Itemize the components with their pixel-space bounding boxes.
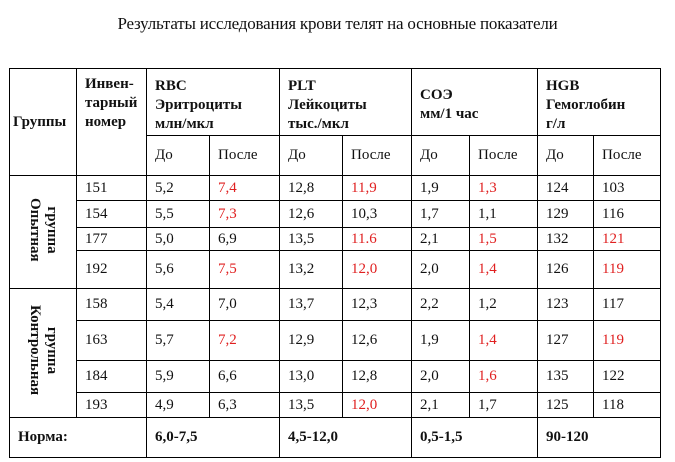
cell-soe-after: 1,2 (470, 289, 538, 321)
group-label-experimental: Опытная группа (10, 176, 77, 289)
table-row (10, 361, 661, 393)
cell-rbc-after: 7,4 (210, 176, 280, 201)
cell-hgb-before: 135 (538, 361, 594, 393)
table-row (10, 321, 661, 361)
cell-rbc-before: 5,6 (147, 251, 210, 289)
cell-soe-before: 2,1 (412, 393, 470, 418)
cell-soe-after: 1,1 (470, 201, 538, 228)
cell-id: 154 (77, 201, 147, 228)
cell-hgb-after: 103 (594, 176, 661, 201)
cell-hgb-before: 132 (538, 228, 594, 251)
cell-plt-before: 13,0 (280, 361, 343, 393)
header-soe: СОЭ мм/1 час (412, 69, 538, 136)
cell-rbc-before: 5,7 (147, 321, 210, 361)
header-groups: Группы (10, 69, 77, 176)
cell-plt-after: 12,8 (343, 361, 412, 393)
header-hgb: HGB Гемоглобин г/л (538, 69, 661, 136)
subheader-before: До (280, 136, 343, 176)
cell-plt-after: 12,3 (343, 289, 412, 321)
cell-hgb-before: 124 (538, 176, 594, 201)
cell-hgb-after: 116 (594, 201, 661, 228)
subheader-before: До (147, 136, 210, 176)
cell-soe-before: 2,2 (412, 289, 470, 321)
cell-soe-after: 1,4 (470, 321, 538, 361)
cell-hgb-before: 125 (538, 393, 594, 418)
cell-rbc-before: 5,5 (147, 201, 210, 228)
subheader-after: После (343, 136, 412, 176)
cell-hgb-before: 129 (538, 201, 594, 228)
cell-hgb-after: 117 (594, 289, 661, 321)
cell-soe-after: 1,5 (470, 228, 538, 251)
norm-plt: 4,5-12,0 (280, 418, 412, 458)
cell-soe-after: 1,6 (470, 361, 538, 393)
cell-rbc-after: 7,2 (210, 321, 280, 361)
cell-rbc-before: 5,9 (147, 361, 210, 393)
cell-soe-before: 2,1 (412, 228, 470, 251)
subheader-before: До (412, 136, 470, 176)
norm-hgb: 90-120 (538, 418, 661, 458)
cell-plt-before: 13,7 (280, 289, 343, 321)
page-title: Результаты исследования крови телят на основные показатели (117, 14, 558, 33)
cell-hgb-after: 121 (594, 228, 661, 251)
cell-hgb-after: 118 (594, 393, 661, 418)
table-row (10, 289, 661, 321)
table-row (10, 176, 661, 201)
cell-plt-before: 12,6 (280, 201, 343, 228)
cell-rbc-after: 6,3 (210, 393, 280, 418)
cell-soe-after: 1,4 (470, 251, 538, 289)
cell-rbc-after: 6,6 (210, 361, 280, 393)
cell-plt-before: 12,9 (280, 321, 343, 361)
norm-rbc: 6,0-7,5 (147, 418, 280, 458)
subheader-after: После (594, 136, 661, 176)
cell-rbc-before: 5,2 (147, 176, 210, 201)
cell-plt-before: 13,5 (280, 393, 343, 418)
cell-plt-before: 12,8 (280, 176, 343, 201)
cell-plt-after: 12,0 (343, 251, 412, 289)
cell-rbc-before: 5,4 (147, 289, 210, 321)
cell-rbc-before: 4,9 (147, 393, 210, 418)
cell-rbc-after: 7,5 (210, 251, 280, 289)
cell-plt-after: 10,3 (343, 201, 412, 228)
table-row (10, 251, 661, 289)
blood-results-table (9, 68, 661, 458)
cell-plt-before: 13,2 (280, 251, 343, 289)
cell-id: 192 (77, 251, 147, 289)
cell-soe-after: 1,3 (470, 176, 538, 201)
cell-plt-before: 13,5 (280, 228, 343, 251)
cell-soe-before: 1,9 (412, 176, 470, 201)
cell-soe-before: 1,9 (412, 321, 470, 361)
table-row (10, 228, 661, 251)
cell-hgb-before: 127 (538, 321, 594, 361)
norm-label: Норма: (10, 418, 147, 458)
cell-id: 151 (77, 176, 147, 201)
cell-rbc-after: 7,3 (210, 201, 280, 228)
subheader-before: До (538, 136, 594, 176)
table-row (10, 201, 661, 228)
cell-soe-before: 2,0 (412, 251, 470, 289)
header-inventory-number: Инвен- тарный номер (77, 69, 147, 176)
cell-plt-after: 12,6 (343, 321, 412, 361)
cell-rbc-after: 7,0 (210, 289, 280, 321)
cell-rbc-before: 5,0 (147, 228, 210, 251)
cell-hgb-before: 123 (538, 289, 594, 321)
cell-plt-after: 11,9 (343, 176, 412, 201)
cell-plt-after: 11.6 (343, 228, 412, 251)
subheader-after: После (210, 136, 280, 176)
cell-soe-before: 1,7 (412, 201, 470, 228)
cell-plt-after: 12,0 (343, 393, 412, 418)
cell-id: 193 (77, 393, 147, 418)
table-row (10, 393, 661, 418)
cell-hgb-after: 119 (594, 251, 661, 289)
cell-id: 158 (77, 289, 147, 321)
group-label-control: Контрольная группа (10, 289, 77, 418)
header-rbc: RBC Эритроциты млн/мкл (147, 69, 280, 136)
cell-hgb-after: 119 (594, 321, 661, 361)
cell-soe-before: 2,0 (412, 361, 470, 393)
header-plt: PLT Лейкоциты тыс./мкл (280, 69, 412, 136)
norm-row (10, 418, 661, 458)
cell-hgb-before: 126 (538, 251, 594, 289)
norm-soe: 0,5-1,5 (412, 418, 538, 458)
cell-id: 177 (77, 228, 147, 251)
cell-hgb-after: 122 (594, 361, 661, 393)
cell-id: 184 (77, 361, 147, 393)
subheader-after: После (470, 136, 538, 176)
cell-id: 163 (77, 321, 147, 361)
cell-soe-after: 1,7 (470, 393, 538, 418)
cell-rbc-after: 6,9 (210, 228, 280, 251)
